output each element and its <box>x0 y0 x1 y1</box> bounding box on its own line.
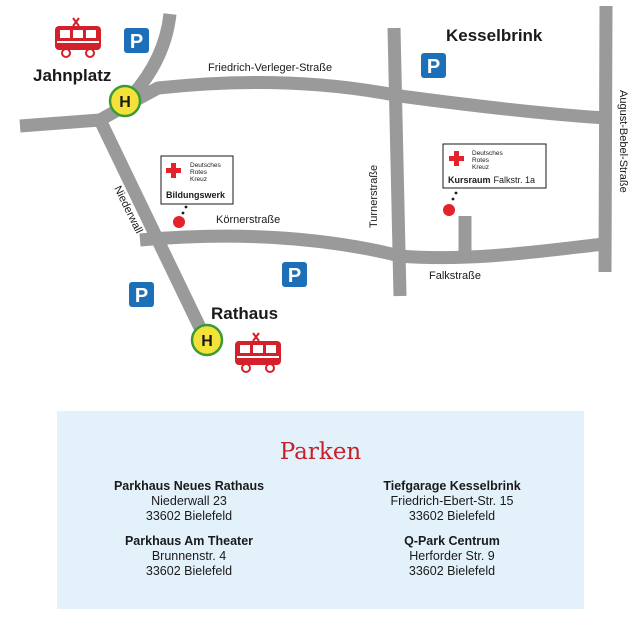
tram-icon <box>55 18 101 57</box>
location-marker-bildungswerk <box>173 206 187 228</box>
place-label-jahnplatz: Jahnplatz <box>33 66 112 85</box>
garage-street: Niederwall 23 <box>151 494 227 508</box>
street-label-falkstrasse: Falkstraße <box>429 270 481 282</box>
street-label-koernerstrasse: Körnerstraße <box>216 214 281 226</box>
svg-text:H: H <box>119 94 131 111</box>
location-marker-kursraum <box>443 192 457 216</box>
garage-entry <box>69 534 309 579</box>
svg-text:P: P <box>134 285 149 307</box>
garage-city: 33602 Bielefeld <box>145 564 233 578</box>
street-label-turnerstrasse: Turnerstraße <box>368 164 380 228</box>
stop-sign-rathaus <box>192 325 222 355</box>
garage-entry <box>69 479 309 524</box>
drk-site-name: Kursraum Falkstr. 1a <box>448 175 536 185</box>
garage-city: 33602 Bielefeld <box>408 509 496 523</box>
garage-street: Friedrich-Ebert-Str. 15 <box>390 494 514 508</box>
garage-street: Herforder Str. 9 <box>409 549 495 563</box>
svg-text:Rotes: Rotes <box>472 157 489 164</box>
parking-info-panel <box>57 411 584 609</box>
street-label-niederwall: Niederwall <box>111 184 145 236</box>
street-label-friedrich-verleger: Friedrich-Verleger-Straße <box>208 62 333 74</box>
svg-text:P: P <box>129 31 144 53</box>
parking-title: Parken <box>279 439 362 465</box>
svg-text:H: H <box>201 333 213 350</box>
svg-text:Deutsches: Deutsches <box>190 162 221 169</box>
garage-name: Q-Park Centrum <box>404 534 500 548</box>
drk-site-name: Bildungswerk <box>166 190 226 200</box>
svg-text:Kreuz: Kreuz <box>472 164 489 171</box>
parking-sign <box>421 53 446 78</box>
garage-name: Tiefgarage Kesselbrink <box>383 479 521 493</box>
drk-bildungswerk-label <box>161 156 233 204</box>
garage-entry <box>332 534 572 579</box>
garage-city: 33602 Bielefeld <box>145 509 233 523</box>
parking-sign <box>124 28 149 53</box>
drk-kursraum-label <box>443 144 546 188</box>
road-friedrich-verleger <box>20 82 606 126</box>
svg-text:P: P <box>426 56 441 78</box>
place-label-rathaus: Rathaus <box>211 304 279 323</box>
road-turnerstrasse <box>394 28 400 296</box>
garage-name: Parkhaus Am Theater <box>124 534 254 548</box>
garage-city: 33602 Bielefeld <box>408 564 496 578</box>
parking-sign <box>129 282 154 307</box>
svg-text:Rotes: Rotes <box>190 169 207 176</box>
place-label-kesselbrink: Kesselbrink <box>446 26 543 45</box>
svg-text:P: P <box>287 265 302 287</box>
road-august-bebel <box>605 6 606 272</box>
svg-text:Kreuz: Kreuz <box>190 176 207 183</box>
stop-sign-jahnplatz <box>110 86 140 116</box>
garage-street: Brunnenstr. 4 <box>151 549 227 563</box>
tram-icon <box>235 333 281 372</box>
road-koernerstrasse <box>140 236 604 257</box>
parking-sign <box>282 262 307 287</box>
garage-name: Parkhaus Neues Rathaus <box>113 479 265 493</box>
garage-entry <box>332 479 572 524</box>
street-label-august-bebel: August-Bebel-Straße <box>617 90 629 193</box>
svg-text:Deutsches: Deutsches <box>472 150 503 157</box>
